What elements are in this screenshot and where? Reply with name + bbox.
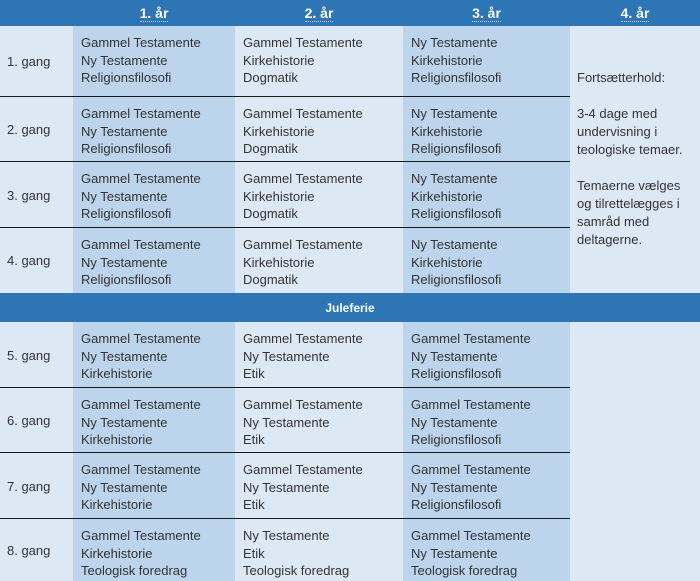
subject-cell-year-2 — [235, 322, 403, 388]
subject-cell-year-1 — [73, 26, 235, 97]
subject-line: Gammel Testamente — [81, 237, 201, 252]
subject-cell-year-1 — [73, 388, 235, 453]
subject-cell-year-2 — [235, 453, 403, 519]
year4-p2-line2: og tilrettelægges i — [577, 196, 680, 211]
subject-line: Dogmatik — [243, 141, 298, 156]
year4-p2-line4: deltagerne. — [577, 232, 643, 247]
subject-line: Gammel Testamente — [411, 397, 531, 412]
subject-line: Ny Testamente — [411, 348, 498, 364]
subject-line: Ny Testamente — [411, 106, 498, 121]
header-year-2: 2. år — [235, 0, 403, 26]
subject-line: Gammel Testamente — [81, 171, 201, 186]
subject-line: Etik — [243, 366, 265, 381]
year4-p2-line1: Temaerne vælges — [577, 178, 681, 193]
row-label: 6. gang — [0, 388, 73, 453]
subject-line: Kirkehistorie — [81, 366, 153, 381]
year4-p2-line3: samråd med — [577, 214, 650, 229]
subject-line: Gammel Testamente — [81, 528, 201, 543]
year4-p1-line3: teologiske temaer. — [577, 142, 683, 157]
subject-line: Religionsfilosofi — [411, 206, 502, 221]
row-separator — [0, 387, 570, 388]
row-separator — [0, 518, 570, 519]
subject-line: Kirkehistorie — [243, 52, 315, 68]
row-label: 7. gang — [0, 453, 73, 519]
subject-cell-year-3 — [403, 519, 570, 581]
subject-line: Ny Testamente — [243, 528, 330, 543]
year4-p1-line2: undervisning i — [577, 124, 658, 139]
subject-cell-year-2 — [235, 97, 403, 162]
row-label: 1. gang — [0, 26, 73, 97]
subject-line: Gammel Testamente — [81, 397, 201, 412]
row-separator — [0, 452, 570, 453]
subject-line: Religionsfilosofi — [81, 70, 172, 85]
subject-line: Religionsfilosofi — [411, 366, 502, 381]
subject-line: Gammel Testamente — [81, 106, 201, 121]
subject-line: Religionsfilosofi — [81, 141, 172, 156]
subject-line: Gammel Testamente — [243, 35, 363, 50]
subject-cell-year-2 — [235, 26, 403, 97]
subject-line: Kirkehistorie — [243, 254, 315, 270]
subject-cell-year-3 — [403, 162, 570, 228]
row-label: 5. gang — [0, 322, 73, 388]
subject-line: Gammel Testamente — [243, 171, 363, 186]
subject-line: Ny Testamente — [81, 479, 168, 495]
subject-line: Gammel Testamente — [243, 106, 363, 121]
subject-line: Gammel Testamente — [243, 462, 363, 477]
subject-line: Religionsfilosofi — [411, 432, 502, 447]
row-separator — [0, 96, 570, 97]
subject-line: Kirkehistorie — [81, 545, 153, 561]
juleferie-banner: Juleferie — [0, 293, 700, 322]
subject-cell-year-1 — [73, 228, 235, 293]
subject-line: Religionsfilosofi — [411, 272, 502, 287]
subject-cell-year-3 — [403, 26, 570, 97]
subject-line: Gammel Testamente — [81, 331, 201, 346]
subject-line: Religionsfilosofi — [81, 206, 172, 221]
subject-line: Ny Testamente — [81, 123, 168, 139]
subject-line: Kirkehistorie — [411, 52, 483, 68]
subject-line: Ny Testamente — [411, 545, 498, 561]
subject-line: Dogmatik — [243, 206, 298, 221]
subject-line: Etik — [243, 432, 265, 447]
subject-cell-year-2 — [235, 388, 403, 453]
subject-line: Kirkehistorie — [243, 123, 315, 139]
subject-line: Kirkehistorie — [81, 497, 153, 512]
row-label: 2. gang — [0, 97, 73, 162]
subject-line: Gammel Testamente — [81, 35, 201, 50]
subject-cell-year-2 — [235, 519, 403, 581]
subject-line: Ny Testamente — [81, 52, 168, 68]
subject-line: Ny Testamente — [411, 479, 498, 495]
row-label: 4. gang — [0, 228, 73, 293]
row-label: 8. gang — [0, 519, 73, 581]
header-year-4: 4. år — [570, 0, 700, 26]
subject-line: Ny Testamente — [81, 414, 168, 430]
subject-line: Gammel Testamente — [411, 462, 531, 477]
subject-line: Ny Testamente — [411, 237, 498, 252]
subject-line: Gammel Testamente — [243, 397, 363, 412]
subject-cell-year-3 — [403, 322, 570, 388]
year4-description — [570, 26, 700, 249]
subject-cell-year-1 — [73, 162, 235, 228]
subject-line: Ny Testamente — [81, 254, 168, 270]
subject-line: Ny Testamente — [411, 414, 498, 430]
subject-line: Ny Testamente — [243, 348, 330, 364]
row-label: 3. gang — [0, 162, 73, 228]
year4-p1-line1: 3-4 dage med — [577, 106, 658, 121]
subject-cell-year-3 — [403, 453, 570, 519]
subject-line: Religionsfilosofi — [411, 497, 502, 512]
subject-cell-year-1 — [73, 322, 235, 388]
subject-line: Gammel Testamente — [411, 331, 531, 346]
subject-line: Gammel Testamente — [243, 237, 363, 252]
subject-line: Religionsfilosofi — [411, 70, 502, 85]
subject-line: Religionsfilosofi — [81, 272, 172, 287]
subject-cell-year-3 — [403, 228, 570, 293]
year4-title: Fortsætterhold: — [577, 70, 666, 85]
header-year-1: 1. år — [73, 0, 235, 26]
subject-line: Gammel Testamente — [243, 331, 363, 346]
subject-cell-year-3 — [403, 97, 570, 162]
subject-cell-year-2 — [235, 228, 403, 293]
subject-line: Dogmatik — [243, 272, 298, 287]
subject-line: Ny Testamente — [411, 35, 498, 50]
subject-line: Religionsfilosofi — [411, 141, 502, 156]
subject-line: Etik — [243, 545, 265, 561]
header-year-3: 3. år — [403, 0, 570, 26]
subject-line: Dogmatik — [243, 70, 298, 85]
subject-line: Ny Testamente — [411, 171, 498, 186]
subject-line: Etik — [243, 497, 265, 512]
subject-line: Kirkehistorie — [243, 188, 315, 204]
subject-line: Ny Testamente — [243, 479, 330, 495]
subject-line: Gammel Testamente — [81, 462, 201, 477]
subject-line: Ny Testamente — [81, 188, 168, 204]
subject-line: Kirkehistorie — [411, 123, 483, 139]
subject-cell-year-1 — [73, 519, 235, 581]
subject-line: Kirkehistorie — [411, 254, 483, 270]
subject-line: Teologisk foredrag — [411, 563, 518, 578]
subject-line: Teologisk foredrag — [81, 563, 188, 578]
subject-line: Ny Testamente — [81, 348, 168, 364]
subject-cell-year-1 — [73, 453, 235, 519]
subject-line: Kirkehistorie — [81, 432, 153, 447]
subject-line: Ny Testamente — [243, 414, 330, 430]
row-separator — [0, 227, 570, 228]
subject-cell-year-1 — [73, 97, 235, 162]
subject-line: Gammel Testamente — [411, 528, 531, 543]
header-corner — [0, 0, 73, 26]
subject-cell-year-3 — [403, 388, 570, 453]
row-separator — [0, 161, 570, 162]
subject-line: Teologisk foredrag — [243, 563, 350, 578]
subject-line: Kirkehistorie — [411, 188, 483, 204]
subject-cell-year-2 — [235, 162, 403, 228]
